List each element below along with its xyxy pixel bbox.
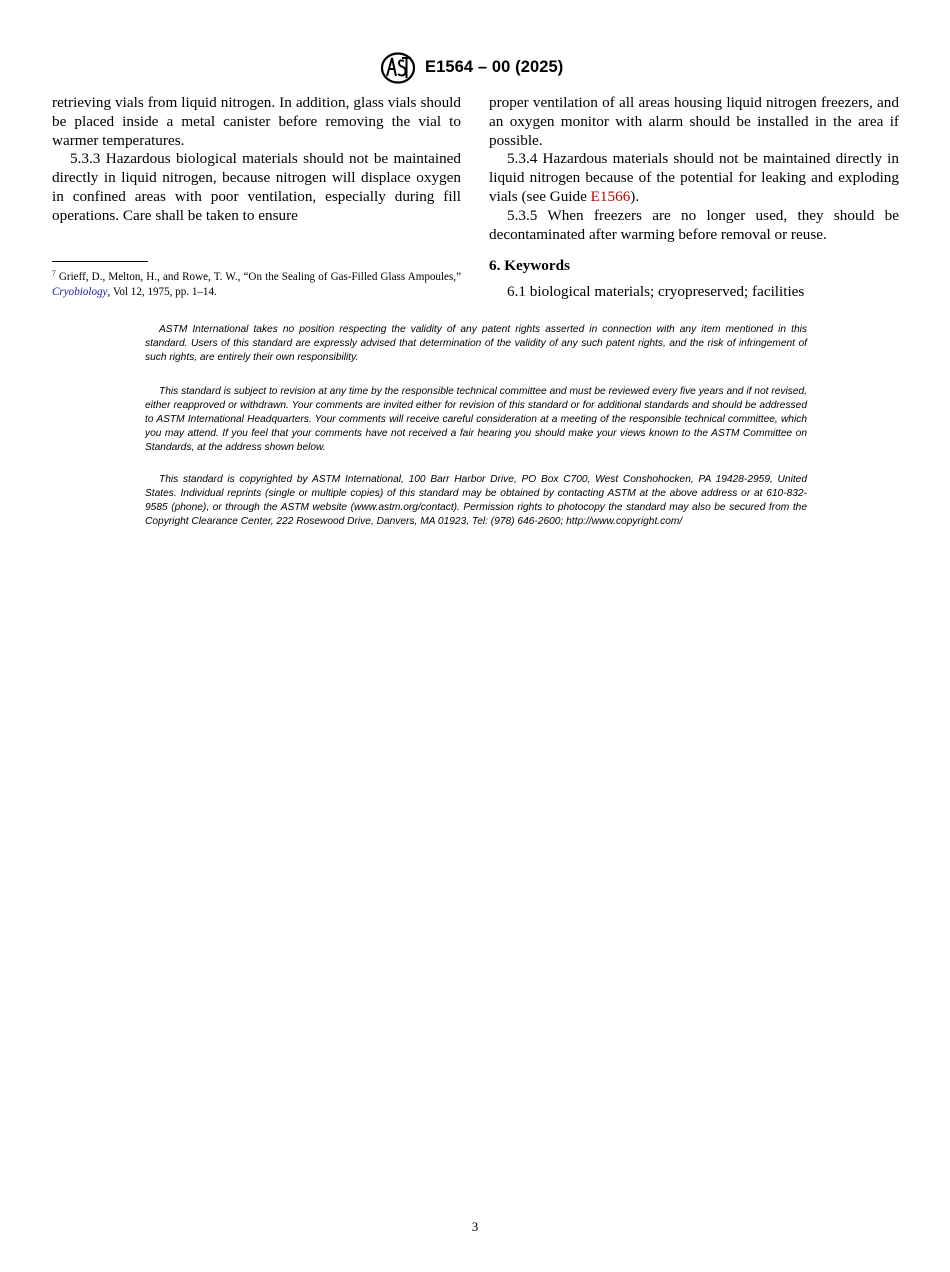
keywords-text: 6.1 biological materials; cryopreserved; facilities <box>507 283 805 300</box>
right-column <box>489 94 899 244</box>
notice-text: ASTM International takes no position respecting the validity of any patent rights asserted in connection with any item mentioned in this standard. Users of this standard are expressly advised that determination of the validity of any such patent rights, and the risk of infringement of such rights, are entirely their own responsibility. <box>145 324 807 363</box>
footnote <box>52 270 461 300</box>
paragraph-continuation: retrieving vials from liquid nitrogen. In addition, glass vials should be placed inside a metal canister before removing the vial to warmer temperatures. <box>52 94 461 149</box>
copyright-notice <box>145 473 807 529</box>
notice-text: This standard is subject to revision at any time by the responsible technical committee and must be reviewed every five years and if not revised, either reapproved or withdrawn. Your comments are invited either for revision of this standard or for additional standards and should be addressed to ASTM International Headquarters. Your comments will receive careful consideration at a meeting of the responsible technical committee, which you may attend. If you feel that your comments have not received a fair hearing you should make your views known to the ASTM Committee on Standards, at the address shown below. <box>145 386 807 453</box>
paragraph-5-3-5: 5.3.5 When freezers are no longer used, they should be decontaminated after warming before removal or reuse. <box>489 206 899 243</box>
section-heading-keywords: 6. Keywords <box>489 257 570 274</box>
paragraph-5-3-3: 5.3.3 Hazardous biological materials should not be maintained directly in liquid nitrogen, because nitrogen will displace oxygen in confined areas with poor ventilation, especially during fill operations. Care shall be taken to ensure <box>52 150 461 224</box>
page-header <box>0 52 950 86</box>
journal-link[interactable]: Cryobiology <box>52 286 108 298</box>
footnote-text: , Vol 12, 1975, pp. 1–14. <box>107 286 217 298</box>
paragraph-continuation: proper ventilation of all areas housing liquid nitrogen freezers, and an oxygen monitor with alarm should be installed in the area if possible. <box>489 94 899 149</box>
footnote-text: Grieff, D., Melton, H., and Rowe, T. W., “On the Sealing of Gas-Filled Glass Ampoules,” <box>55 271 461 283</box>
paragraph-text: 5.3.4 Hazardous materials should not be maintained directly in liquid nitrogen because of the potential for leaking and exploding vials (see Guide <box>489 150 899 205</box>
notice-text: This standard is copyrighted by ASTM International, 100 Barr Harbor Drive, PO Box C700, West Conshohocken, PA 19428-2959, United States. Individual reprints (single or multiple copies) of this standard may be obtained by contacting ASTM at the above address or at 610-832-9585 (phone), or through the ASTM website (www.astm.org/contact). Permission rights to photocopy the standard may also be secured from the Copyright Clearance Center, 222 Rosewood Drive, Danvers, MA 01923, Tel: (978) 646-2600; http://www.copyright.com/ <box>145 474 807 527</box>
revision-notice <box>145 385 807 455</box>
footnote-divider <box>52 261 148 262</box>
patent-notice <box>145 323 807 365</box>
astm-logo-icon <box>380 52 416 84</box>
paragraph-text: ). <box>630 187 640 205</box>
guide-e1566-link[interactable]: E1566 <box>590 187 631 205</box>
left-column <box>52 94 461 226</box>
standard-designation: E1564 – 00 (2025) <box>425 58 564 76</box>
paragraph-5-3-4 <box>489 150 899 206</box>
footnote-number: 7 <box>52 268 56 278</box>
page-number: 3 <box>471 1219 479 1234</box>
